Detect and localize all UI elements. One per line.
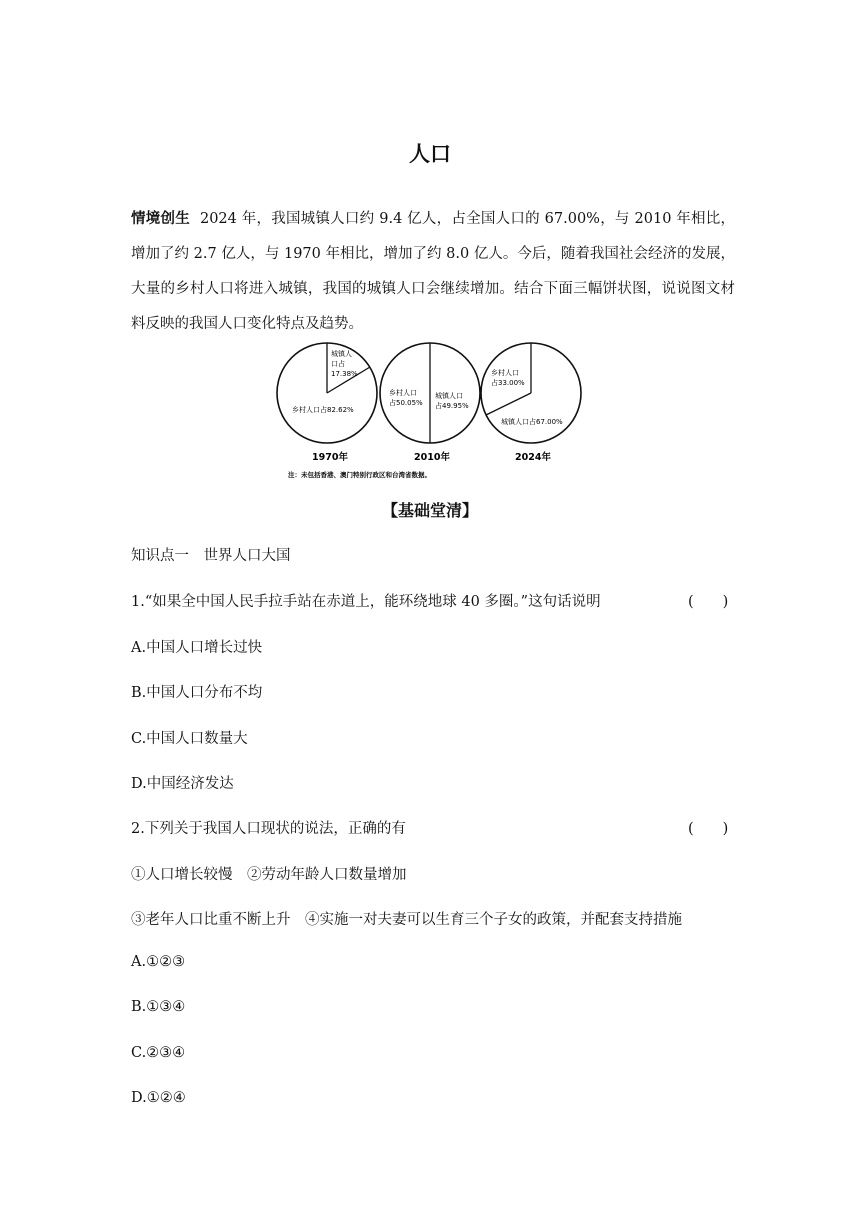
question-1-option-b: B.中国人口分布不均	[131, 685, 263, 701]
pie-1970-rural-label: 乡村人口占82.62%	[292, 406, 354, 414]
question-1-option-c: C.中国人口数量大	[131, 731, 248, 747]
pie-2024-rural-label-2: 占33.00%	[491, 379, 525, 387]
pie-chart-svg	[275, 340, 595, 485]
pie-2024-urban-label: 城镇人口占67.00%	[501, 418, 563, 426]
pie-2024-rural-label-1: 乡村人口	[491, 369, 519, 377]
question-2-option-b: B.①③④	[131, 999, 186, 1015]
pie-chart-figure	[275, 340, 595, 485]
pie-2010-rural-label-1: 乡村人口	[389, 389, 417, 397]
knowledge-point-heading: 知识点一 世界人口大国	[131, 548, 291, 564]
pie-2010-rural-label-2: 占50.05%	[389, 399, 423, 407]
page-title: 人口	[409, 142, 451, 166]
pie-2024	[481, 343, 581, 463]
question-1-answer-bracket: ( )	[688, 594, 729, 610]
intro-text: 2024 年，我国城镇人口约 9.4 亿人，占全国人口的 67.00%，与 2010 年相比，增加了约 2.7 亿人，与 1970 年相比，增加了约 8.0 亿人。今后，随着我国社会经济的发展，大量的乡村人口将进入城镇，我国的城镇人口会继续增加。结合下面三幅饼状图，说说图文材料反映的我国人口变化特点及趋势。	[131, 211, 735, 332]
question-2-items-line-2: ③老年人口比重不断上升 ④实施一对夫妻可以生育三个子女的政策，并配套支持措施	[131, 912, 682, 928]
question-1-option-a: A.中国人口增长过快	[131, 640, 263, 656]
pie-1970-year-label: 1970年	[312, 452, 348, 463]
question-2-answer-bracket: ( )	[688, 821, 729, 837]
question-2-option-c: C.②③④	[131, 1045, 186, 1061]
pie-1970-urban-label-1: 城镇人	[331, 350, 352, 358]
question-2-stem: 2.下列关于我国人口现状的说法，正确的有	[131, 821, 406, 837]
section-title: 【基础堂清】	[381, 501, 478, 520]
intro-paragraph	[131, 202, 735, 342]
question-2-items-line-1: ①人口增长较慢 ②劳动年龄人口数量增加	[131, 867, 407, 883]
intro-lead: 情境创生	[131, 211, 190, 227]
chart-note: 注：未包括香港、澳门特别行政区和台湾省数据。	[288, 471, 431, 479]
pie-2024-year-label: 2024年	[515, 452, 551, 463]
pie-1970-urban-label-2: 口占	[331, 360, 345, 368]
pie-1970-urban-label-3: 17.38%	[331, 370, 358, 378]
question-2-option-d: D.①②④	[131, 1090, 186, 1106]
question-1-stem: 1.“如果全中国人民手拉手站在赤道上，能环绕地球 40 多圈。”这句话说明	[131, 594, 601, 610]
pie-2010-urban-label-1: 城镇人口	[435, 392, 463, 400]
question-1-option-d: D.中国经济发达	[131, 776, 234, 792]
pie-1970	[277, 343, 377, 463]
question-2-option-a: A.①②③	[131, 954, 186, 970]
pie-2010	[380, 343, 480, 463]
pie-2010-year-label: 2010年	[414, 452, 450, 463]
pie-2010-urban-label-2: 占49.95%	[435, 402, 469, 410]
